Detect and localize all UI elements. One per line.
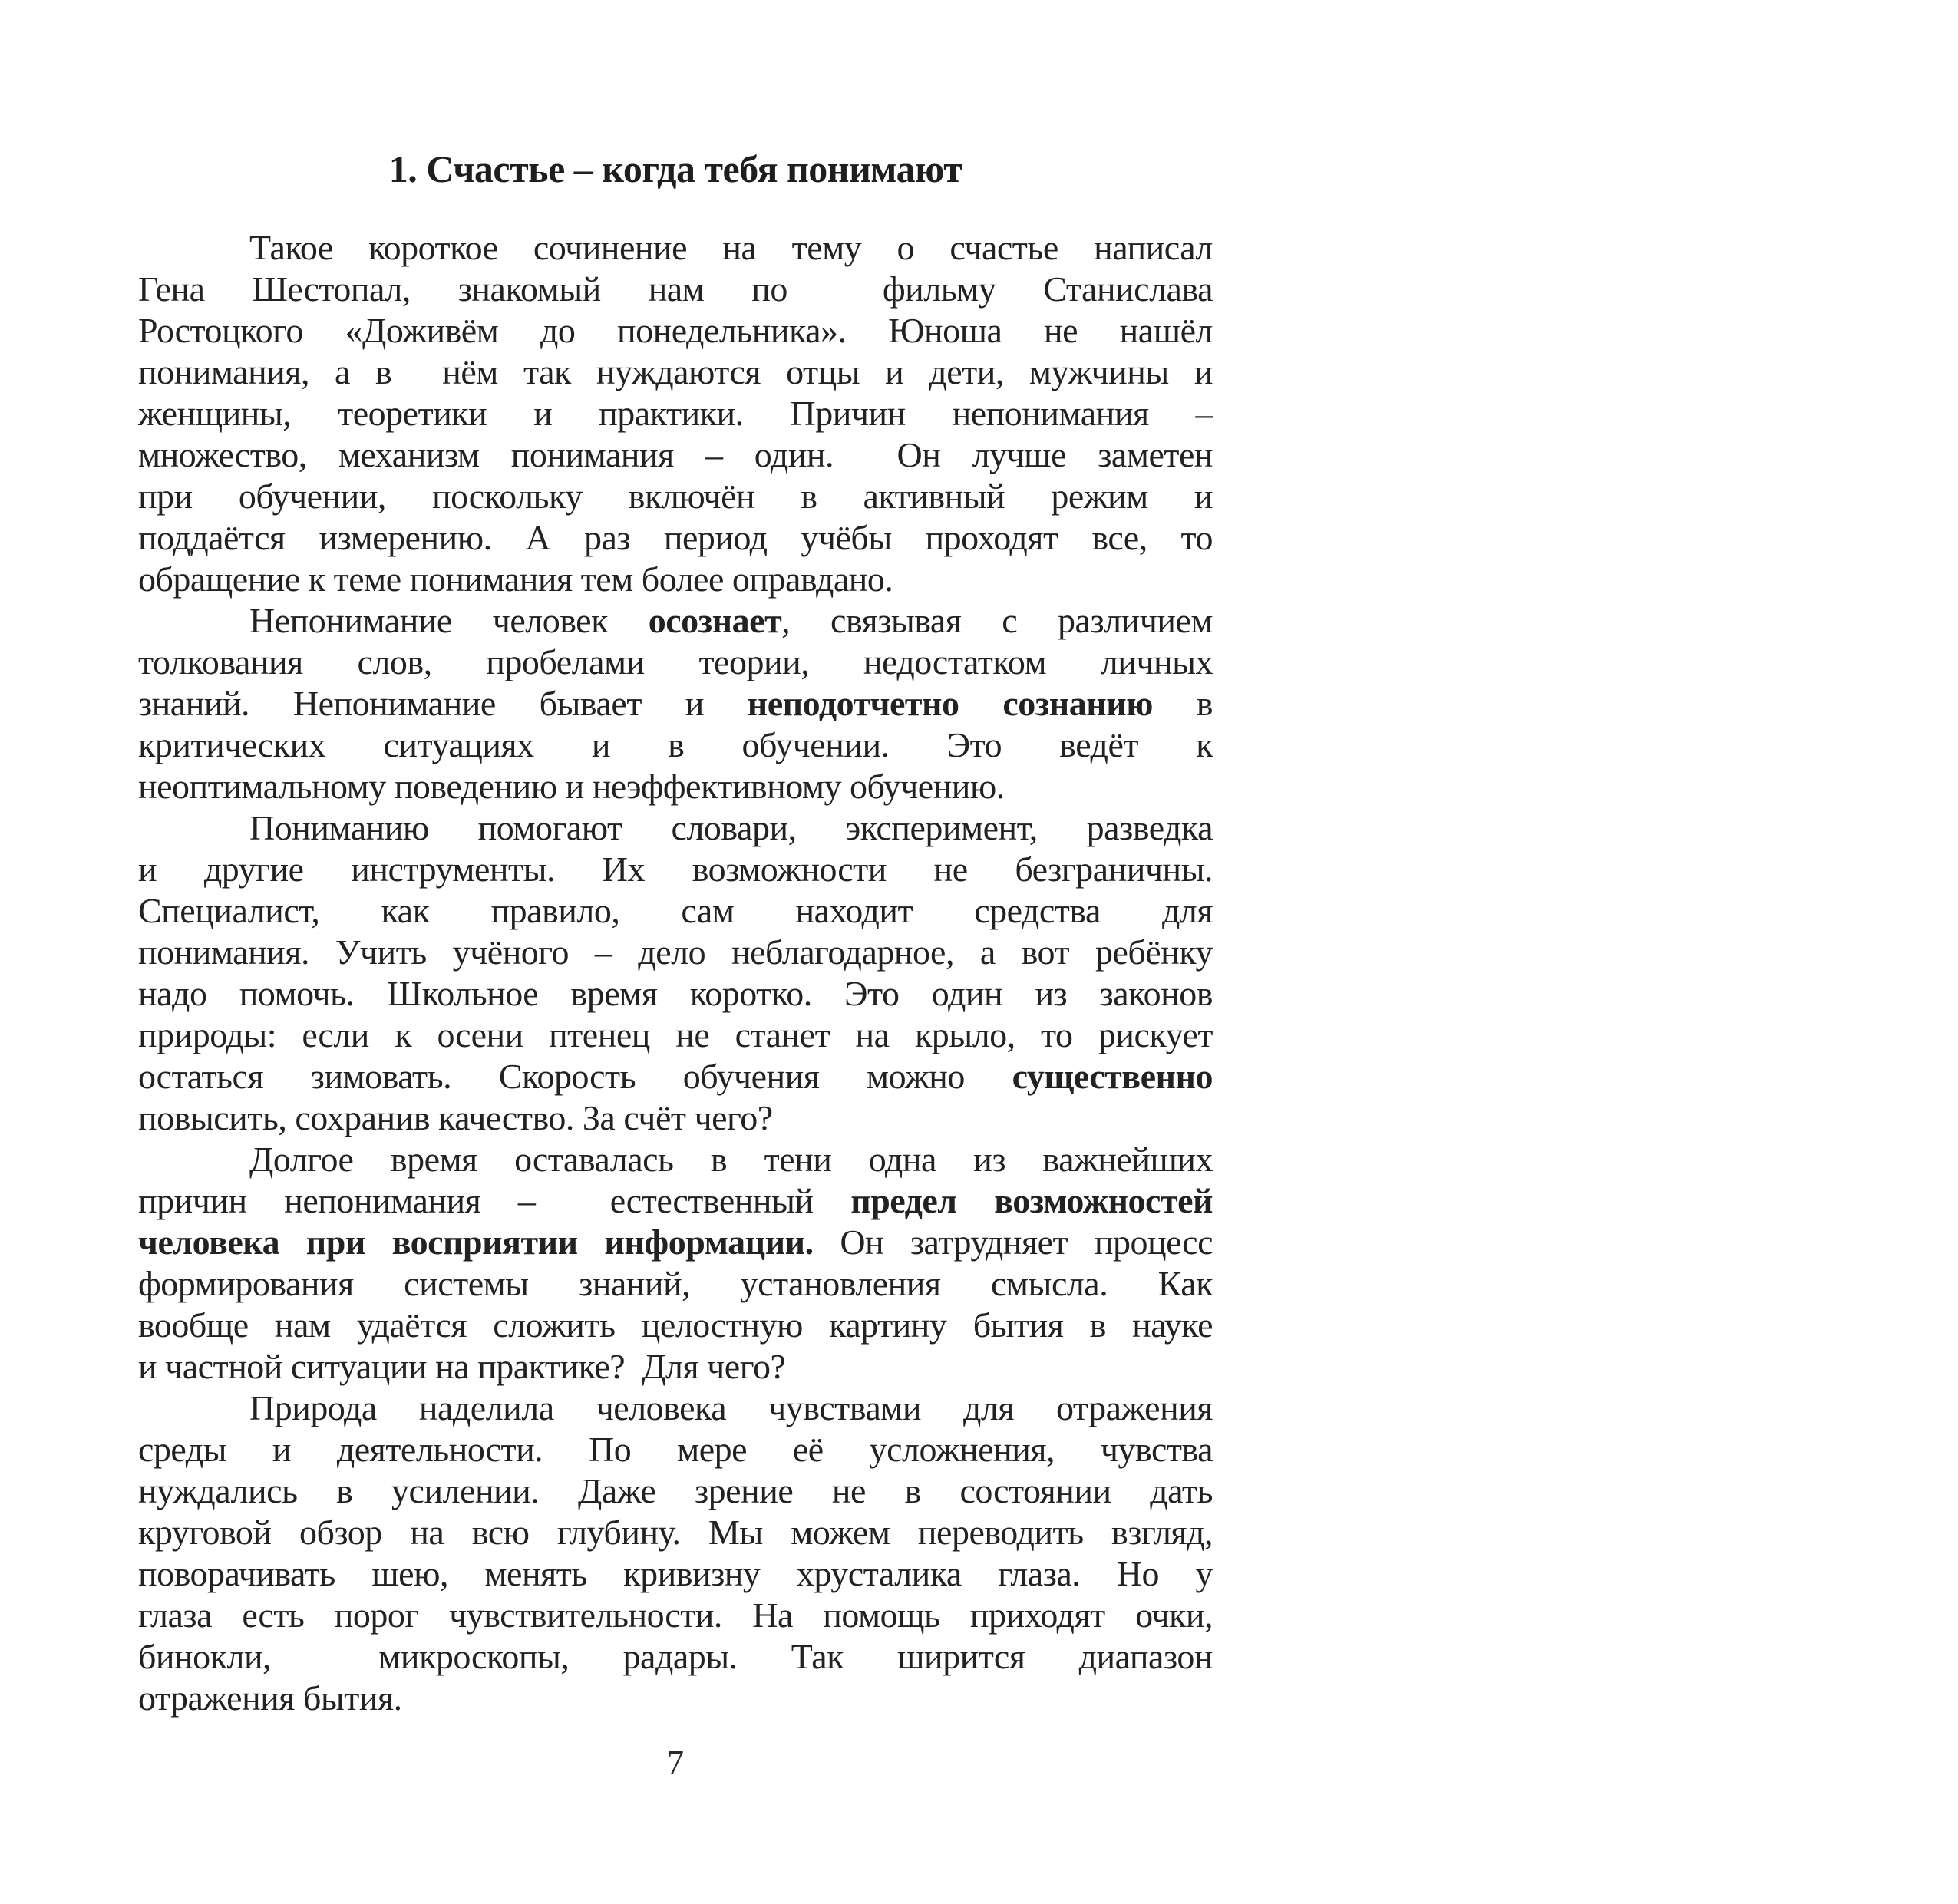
text-line (138, 559, 1213, 600)
text-segment: Долгое время оставалась в тени одна из важнейших (249, 1140, 1213, 1179)
bold-text: существенно (1012, 1057, 1213, 1096)
text-line (138, 1180, 1213, 1222)
text-line (138, 1553, 1213, 1595)
text-line (138, 269, 1213, 310)
text-segment: обращение к теме понимания тем более оправдано. (138, 559, 893, 599)
text-segment: формирования системы знаний, установления смысла. Как (138, 1264, 1213, 1303)
text-line (138, 1636, 1213, 1678)
text-segment: вообще нам удаётся сложить целостную картину бытия в науке (138, 1305, 1213, 1345)
text-line (138, 1015, 1213, 1056)
text-segment: в (1152, 684, 1213, 723)
text-line (138, 1346, 1213, 1388)
text-segment: критических ситуациях и в обучении. Это ведёт к (138, 725, 1213, 764)
text-line (138, 683, 1213, 724)
text-segment: Гена Шестопал, знакомый нам по фильму Станислава (138, 269, 1213, 309)
text-line (138, 1512, 1213, 1553)
text-segment: Специалист, как правило, сам находит средства для (138, 891, 1213, 930)
text-line (138, 890, 1213, 932)
bold-text: осознает (648, 601, 782, 640)
text-segment: круговой обзор на всю глубину. Мы можем переводить взгляд, (138, 1513, 1213, 1552)
page-number: 7 (667, 1744, 684, 1781)
text-line (138, 310, 1213, 351)
text-segment: Он затрудняет процесс (813, 1223, 1213, 1262)
text-line (138, 973, 1213, 1015)
text-line (138, 642, 1213, 683)
text-line (138, 600, 1213, 642)
text-line (138, 1263, 1213, 1305)
text-line (138, 849, 1213, 890)
bold-text: неподотчетно сознанию (747, 684, 1153, 723)
text-line (138, 1678, 1213, 1719)
text-segment: глаза есть порог чувствительности. На помощь приходят очки, (138, 1595, 1213, 1635)
text-segment: Пониманию помогают словари, эксперимент, разведка (249, 808, 1213, 847)
text-line (138, 1595, 1213, 1636)
section-title: 1. Счастье – когда тебя понимают (388, 147, 962, 190)
text-segment: Непонимание человек (249, 601, 649, 640)
text-segment: причин непонимания – естественный (138, 1181, 851, 1220)
text-segment: и частной ситуации на практике? Для чего? (138, 1347, 786, 1386)
text-segment: отражения бытия. (138, 1678, 402, 1718)
text-line (138, 1222, 1213, 1263)
text-segment: нуждались в усилении. Даже зрение не в состоянии дать (138, 1471, 1213, 1510)
text-segment: бинокли, микроскопы, радары. Так ширится диапазон (138, 1637, 1213, 1676)
text-segment: женщины, теоретики и практики. Причин непонимания – (138, 394, 1213, 433)
text-line (138, 351, 1213, 393)
text-line (138, 434, 1213, 476)
text-line (138, 1429, 1213, 1470)
text-segment: , связывая с различием (781, 601, 1213, 640)
body-text (138, 227, 1213, 1719)
text-line (138, 932, 1213, 973)
text-line (138, 766, 1213, 807)
text-segment: множество, механизм понимания – один. Он лучше заметен (138, 435, 1213, 474)
text-line (138, 1388, 1213, 1429)
text-line (138, 476, 1213, 517)
text-line (138, 724, 1213, 766)
text-line (138, 1305, 1213, 1346)
text-line (138, 227, 1213, 269)
text-line (138, 1470, 1213, 1512)
text-segment: понимания. Учить учёного – дело неблагодарное, а вот ребёнку (138, 932, 1213, 972)
text-segment: знаний. Непонимание бывает и (138, 684, 748, 723)
text-segment: повысить, сохранив качество. За счёт чего? (138, 1098, 773, 1137)
text-segment: надо помочь. Школьное время коротко. Это один из законов (138, 974, 1213, 1013)
text-line (138, 393, 1213, 434)
text-line (138, 1056, 1213, 1097)
text-segment: понимания, а в нём так нуждаются отцы и дети, мужчины и (138, 352, 1213, 391)
text-segment: природы: если к осени птенец не станет на крыло, то рискует (138, 1015, 1213, 1054)
text-segment: Такое короткое сочинение на тему о счастье написал (249, 228, 1213, 267)
text-line (138, 517, 1213, 559)
text-line (138, 807, 1213, 849)
text-line (138, 1097, 1213, 1139)
bold-text: предел возможностей (850, 1181, 1213, 1220)
text-segment: Ростоцкого «Доживём до понедельника». Юноша не нашёл (138, 311, 1213, 350)
text-segment: остаться зимовать. Скорость обучения можно (138, 1057, 1012, 1096)
text-segment: толкования слов, пробелами теории, недостатком личных (138, 642, 1213, 681)
text-segment: поворачивать шею, менять кривизну хрусталика глаза. Но у (138, 1554, 1213, 1593)
bold-text: человека при восприятии информации. (138, 1223, 814, 1262)
text-segment: и другие инструменты. Их возможности не безграничны. (138, 850, 1213, 889)
text-segment: при обучении, поскольку включён в активный режим и (138, 477, 1213, 516)
text-segment: среды и деятельности. По мере её усложнения, чувства (138, 1430, 1213, 1469)
text-line (138, 1139, 1213, 1180)
text-segment: неоптимальному поведению и неэффективному обучению. (138, 767, 1005, 806)
text-segment: поддаётся измерению. А раз период учёбы проходят все, то (138, 518, 1213, 557)
text-segment: Природа наделила человека чувствами для отражения (249, 1388, 1213, 1427)
